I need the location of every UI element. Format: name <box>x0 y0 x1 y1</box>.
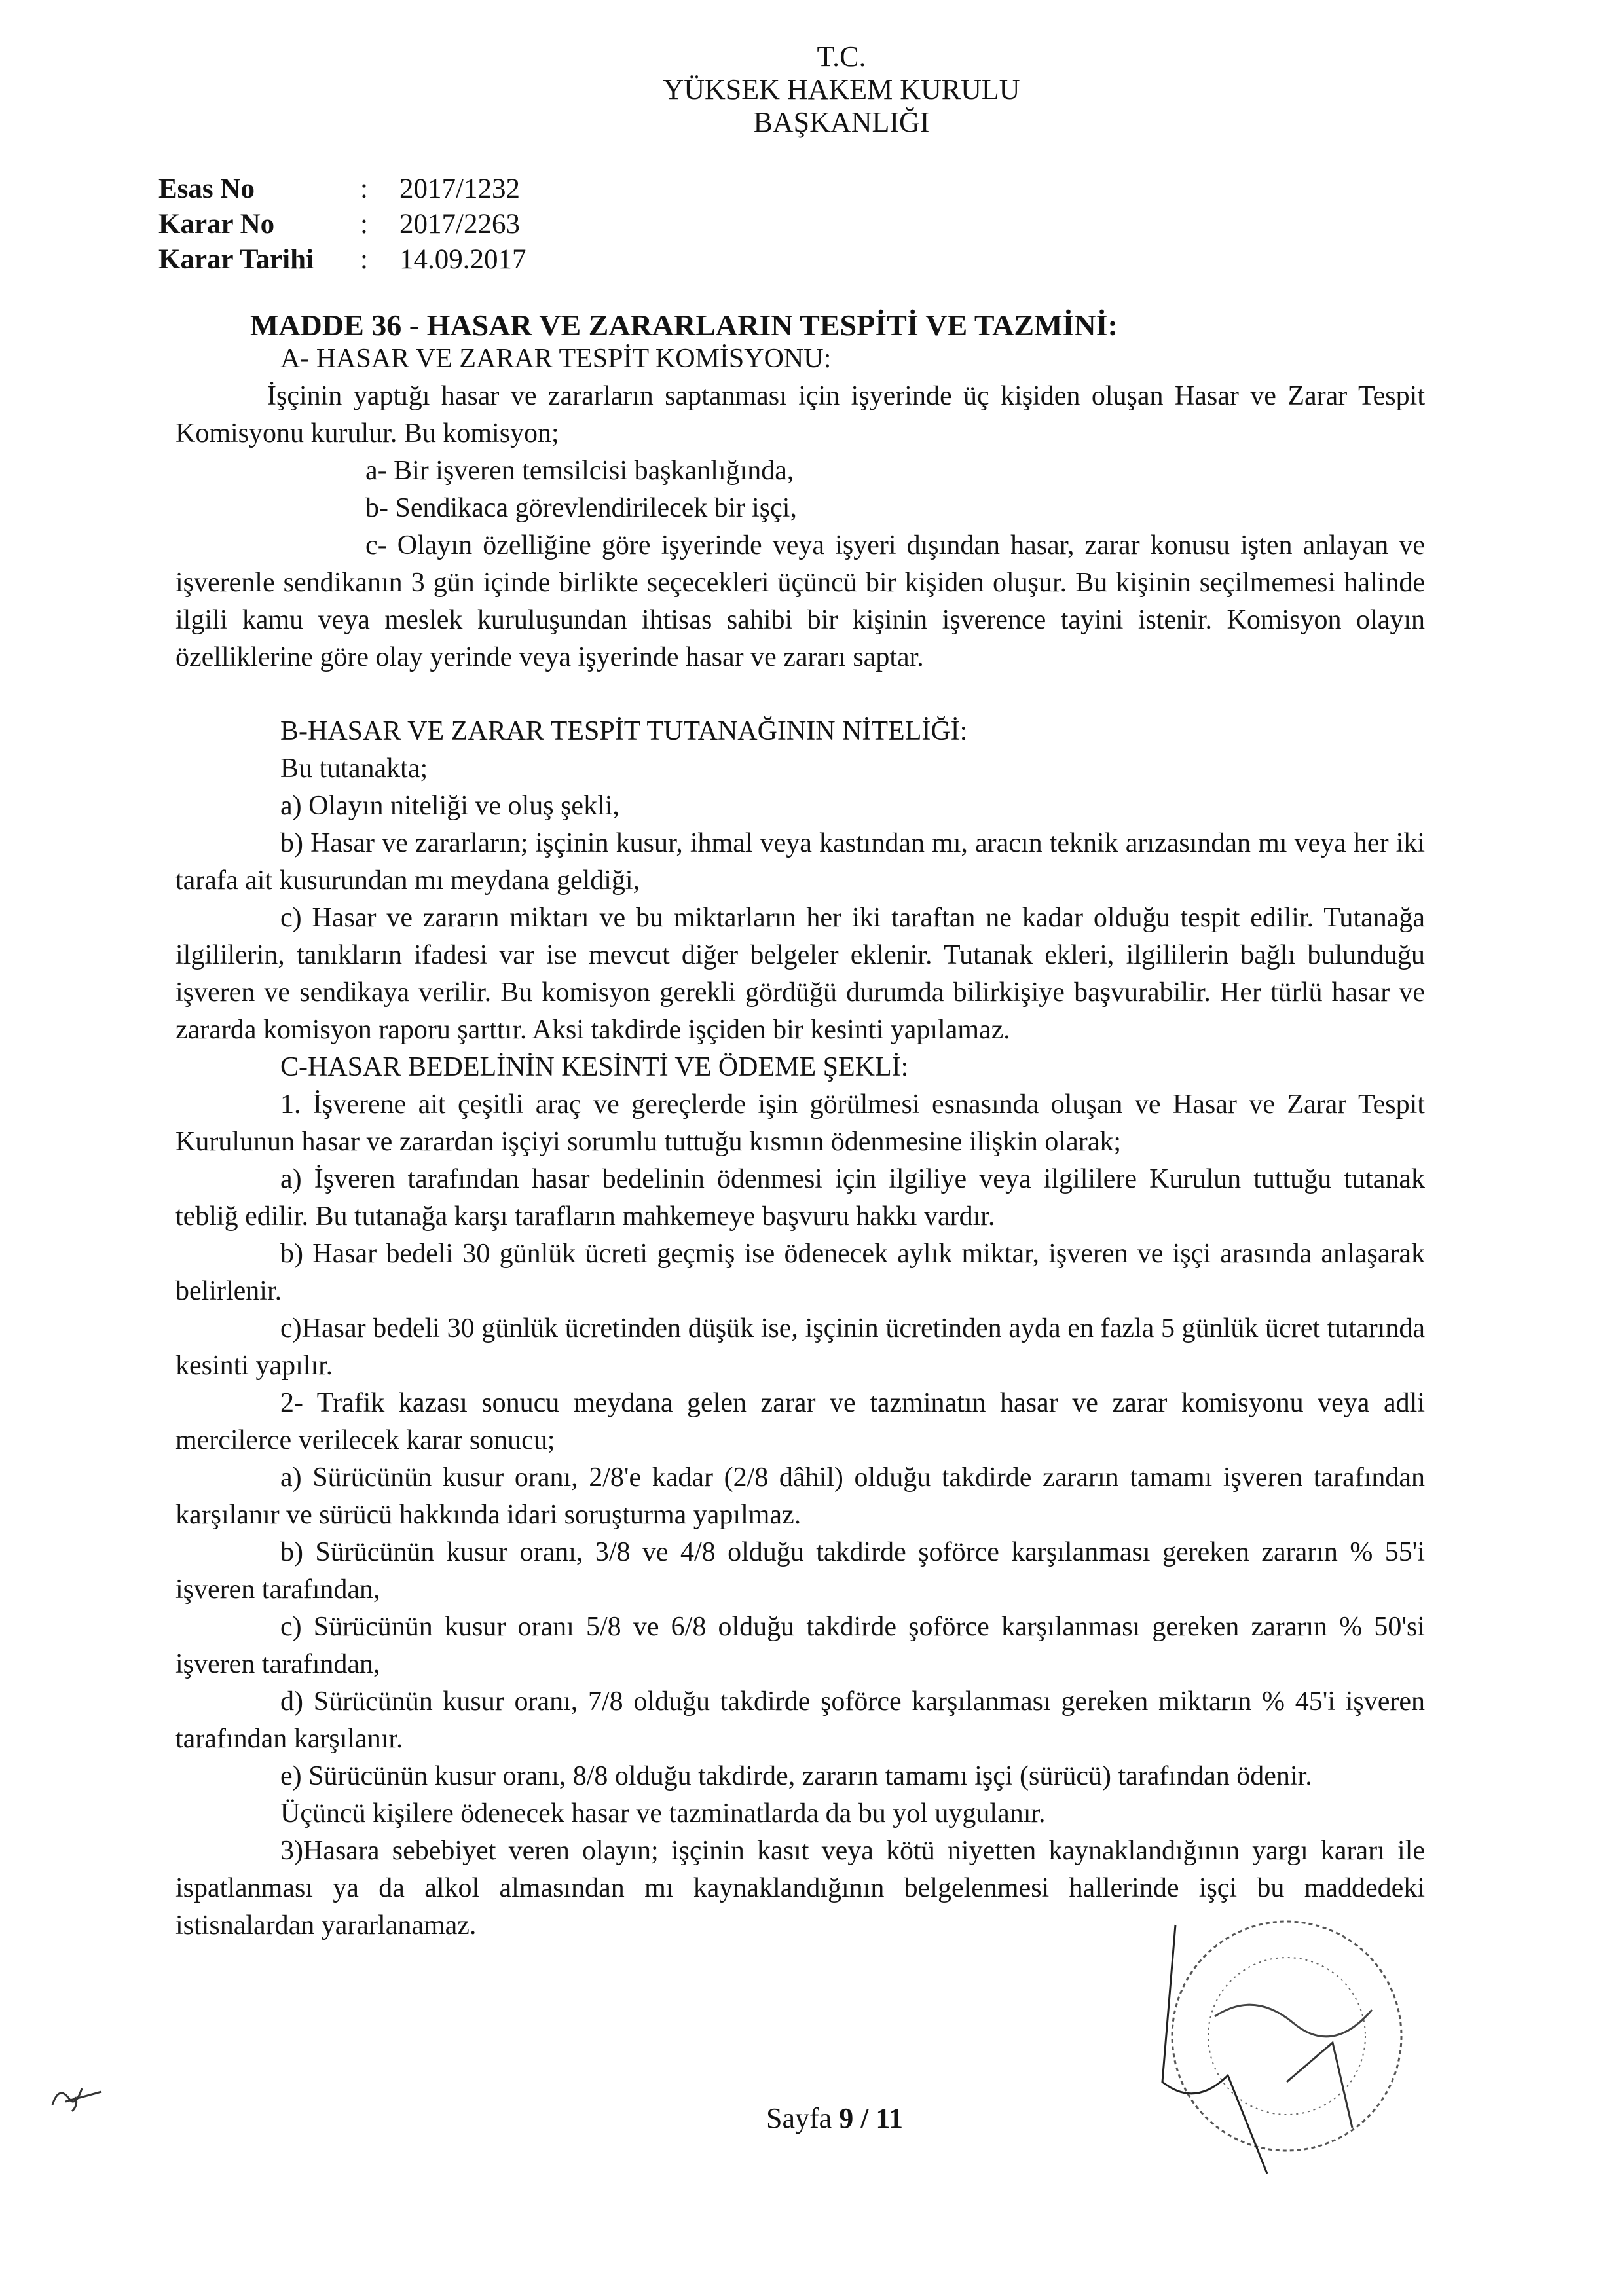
section-a-item-a: a- Bir işveren temsilcisi başkanlığında, <box>365 456 794 486</box>
meta-row-karar <box>158 207 526 242</box>
official-seal-stamp-icon <box>1136 1912 1437 2187</box>
section-b-heading: B-HASAR VE ZARAR TESPİT TUTANAĞININ NİTELİĞİ: <box>280 716 968 746</box>
article-title: MADDE 36 - HASAR VE ZARARLARIN TESPİTİ VE TAZMİNİ: <box>250 308 1118 342</box>
section-b-item-b: b) Hasar ve zararların; işçinin kusur, ihmal veya kastından mı, aracın teknik arızasından mı veya her iki tarafa ait kusurundan mı meydana geldiği, <box>175 828 1425 896</box>
section-a-heading: A- HASAR VE ZARAR TESPİT KOMİSYONU: <box>280 344 832 374</box>
section-c-item-2d: d) Sürücünün kusur oranı, 7/8 olduğu takdirde şoförce karşılanması gereken miktarın % 45'i işveren tarafından karşılanır. <box>175 1686 1425 1754</box>
meta-row-tarih <box>158 242 526 278</box>
section-c-item-2e: e) Sürücünün kusur oranı, 8/8 olduğu takdirde, zararın tamamı işçi (sürücü) tarafından ödenir. <box>280 1761 1312 1791</box>
meta-colon: : <box>360 209 368 240</box>
document-header <box>0 41 1624 139</box>
page-number <box>766 2102 903 2135</box>
section-a-paragraph: İşçinin yaptığı hasar ve zararların saptanması için işyerinde üç kişiden oluşan Hasar ve Zarar Tespit Komisyonu kurulur. Bu komisyon; <box>175 381 1425 448</box>
header-tc: T.C. <box>817 41 866 73</box>
section-c-heading: C-HASAR BEDELİNİN KESİNTİ VE ÖDEME ŞEKLİ: <box>280 1052 909 1082</box>
section-c-item-1c: c)Hasar bedeli 30 günlük ücretinden düşük ise, işçinin ücretinden ayda en fazla 5 günlük ücret tutarında kesinti yapılır. <box>175 1313 1425 1381</box>
section-b-item-c: c) Hasar ve zararın miktarı ve bu miktarların her iki taraftan ne kadar olduğu tespit edilir. Tutanağa ilgililerin, tanıkların ifadesi var ise mevcut diğer belgeler eklenir. Tutanak ekleri, ilgililerin bağlı bulunduğu işveren ve sendikaya verilir. Bu komisyon gerekli gördüğü durumda bilirkişiye başvurabilir. Her türlü hasar ve zararda komisyon raporu şarttır. Aksi takdirde işçiden bir kesinti yapılamaz. <box>175 903 1425 1045</box>
section-a-item-b: b- Sendikaca görevlendirilecek bir işçi, <box>365 493 797 523</box>
section-c-item-2a: a) Sürücünün kusur oranı, 2/8'e kadar (2/8 dâhil) olduğu takdirde zararın tamamı işveren tarafından karşılanır ve sürücü hakkında idari soruşturma yapılmaz. <box>175 1463 1425 1530</box>
meta-label: Karar Tarihi <box>158 244 314 275</box>
section-b-intro: Bu tutanakta; <box>280 754 428 784</box>
section-c-paragraph-1: 1. İşverene ait çeşitli araç ve gereçlerde işin görülmesi esnasında oluşan ve Hasar ve Zarar Tespit Kurulunun hasar ve zarardan işçiyi sorumlu tuttuğu kısmın ödenmesine ilişkin olarak; <box>175 1089 1425 1157</box>
section-c-item-2c: c) Sürücünün kusur oranı 5/8 ve 6/8 olduğu takdirde şoförce karşılanması gereken zararın % 50'si işveren tarafından, <box>175 1612 1425 1679</box>
article-body <box>175 340 1425 1944</box>
page-prefix: Sayfa <box>766 2102 840 2134</box>
section-c-item-1b: b) Hasar bedeli 30 günlük ücreti geçmiş ise ödenecek aylık miktar, işveren ve işçi arasında anlaşarak belirlenir. <box>175 1239 1425 1306</box>
section-c-item-1a: a) İşveren tarafından hasar bedelinin ödenmesi için ilgiliye veya ilgililere Kurulun tuttuğu tutanak tebliğ edilir. Bu tutanağa karşı tarafların mahkemeye başvuru hakkı vardır. <box>175 1164 1425 1231</box>
section-a-item-c: c- Olayın özelliğine göre işyerinde veya işyeri dışından hasar, zarar konusu işten anlayan ve işverenle sendikanın 3 gün içinde birlikte seçecekleri üçüncü bir kişiden oluşur. Bu kişinin seçilmemesi halinde ilgili kamu veya meslek kuruluşundan ihtisas sahibi bir kişinin işverence tayini istenir. Komisyon olayın özelliklerine göre olay yerinde veya işyerinde hasar ve zararı saptar. <box>175 530 1425 672</box>
header-presidency: BAŞKANLIĞI <box>753 106 930 138</box>
section-c-paragraph-3: 3)Hasara sebebiyet veren olayın; işçinin kasıt veya kötü niyetten kaynaklandığının yargı kararı ile ispatlanması ya da alkol almasından mı kaynaklandığının belgelenmesi hallerinde işçi bu maddedeki istisnalardan yararlanamaz. <box>175 1836 1425 1941</box>
meta-label: Karar No <box>158 209 275 240</box>
meta-colon: : <box>360 173 368 204</box>
section-c-item-2b: b) Sürücünün kusur oranı, 3/8 ve 4/8 olduğu takdirde şoförce karşılanması gereken zararın % 55'i işveren tarafından, <box>175 1537 1425 1605</box>
meta-row-esas <box>158 172 526 207</box>
spacer <box>175 676 1425 713</box>
meta-label: Esas No <box>158 173 255 204</box>
section-c-third-parties: Üçüncü kişilere ödenecek hasar ve tazminatlarda da bu yol uygulanır. <box>280 1798 1046 1829</box>
page-count: 9 / 11 <box>839 2102 903 2134</box>
meta-value: 2017/2263 <box>399 209 520 240</box>
case-metadata <box>158 172 526 278</box>
handwritten-initial-icon <box>46 2072 105 2118</box>
section-b-item-a: a) Olayın niteliği ve oluş şekli, <box>280 791 619 821</box>
meta-value: 2017/1232 <box>399 173 520 204</box>
header-institution: YÜKSEK HAKEM KURULU <box>663 73 1020 105</box>
section-c-paragraph-2: 2- Trafik kazası sonucu meydana gelen zarar ve tazminatın hasar ve zarar komisyonu veya adli mercilerce verilecek karar sonucu; <box>175 1388 1425 1455</box>
meta-colon: : <box>360 244 368 275</box>
meta-value: 14.09.2017 <box>399 244 526 275</box>
